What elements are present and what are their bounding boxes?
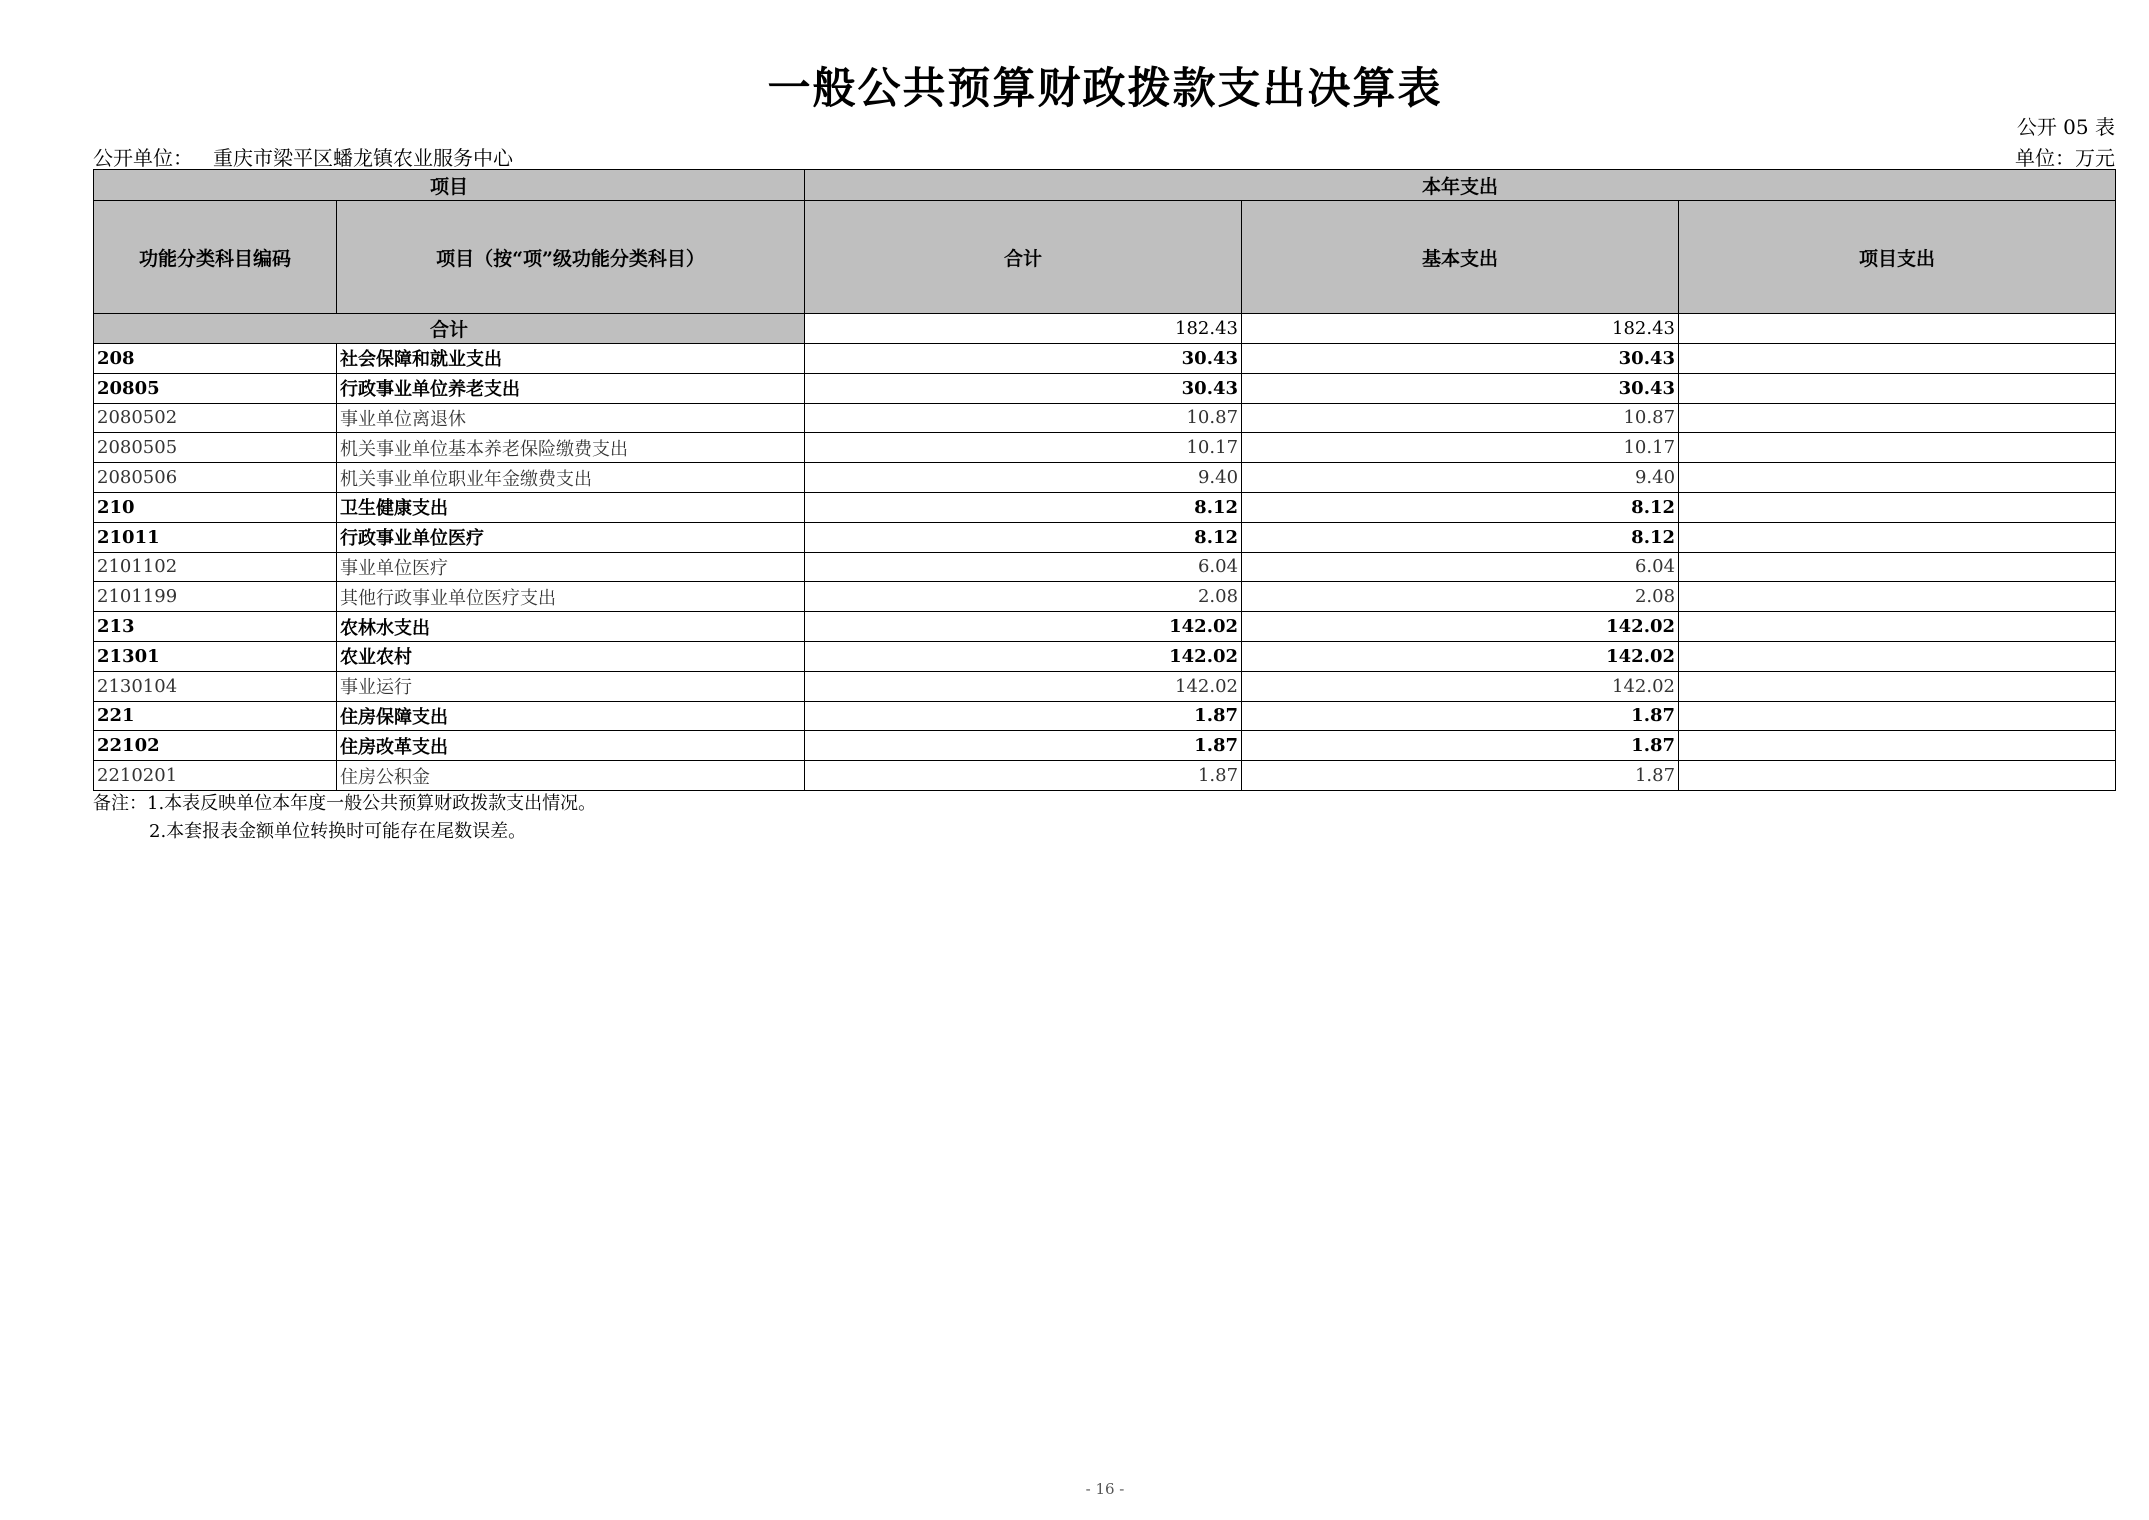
table-row: [94, 731, 2116, 761]
row-total: 9.40: [805, 463, 1242, 493]
row-code: 208: [94, 344, 337, 374]
reporting-unit: [93, 142, 513, 171]
row-total: 142.02: [805, 612, 1242, 642]
row-code: 2130104: [94, 671, 337, 701]
table-row: [94, 344, 2116, 374]
row-name: 社会保障和就业支出: [337, 344, 805, 374]
row-code: 2080505: [94, 433, 337, 463]
row-project: [1679, 671, 2116, 701]
table-row: [94, 522, 2116, 552]
header-basic: 基本支出: [1242, 201, 1679, 314]
notes: [93, 790, 596, 846]
row-basic: 1.87: [1242, 731, 1679, 761]
row-basic: 9.40: [1242, 463, 1679, 493]
row-name: 住房保障支出: [337, 701, 805, 731]
row-project: [1679, 761, 2116, 791]
row-total: 142.02: [805, 671, 1242, 701]
row-project: [1679, 641, 2116, 671]
row-name: 住房改革支出: [337, 731, 805, 761]
row-project: [1679, 731, 2116, 761]
row-project: [1679, 552, 2116, 582]
header-item: 项目: [94, 170, 805, 201]
row-code: 21011: [94, 522, 337, 552]
row-project: [1679, 492, 2116, 522]
table-row: [94, 761, 2116, 791]
row-name: 住房公积金: [337, 761, 805, 791]
row-name: 行政事业单位养老支出: [337, 373, 805, 403]
table-row: [94, 403, 2116, 433]
total-project: [1679, 314, 2116, 344]
table-row: [94, 641, 2116, 671]
row-total: 2.08: [805, 582, 1242, 612]
total-row: [94, 314, 2116, 344]
row-basic: 6.04: [1242, 552, 1679, 582]
row-basic: 142.02: [1242, 671, 1679, 701]
row-name: 事业单位离退休: [337, 403, 805, 433]
row-basic: 1.87: [1242, 701, 1679, 731]
row-basic: 10.87: [1242, 403, 1679, 433]
row-total: 6.04: [805, 552, 1242, 582]
row-project: [1679, 344, 2116, 374]
row-name: 事业单位医疗: [337, 552, 805, 582]
table-row: [94, 373, 2116, 403]
total-basic: 182.43: [1242, 314, 1679, 344]
row-basic: 8.12: [1242, 522, 1679, 552]
row-basic: 10.17: [1242, 433, 1679, 463]
reporting-unit-name: 重庆市梁平区蟠龙镇农业服务中心: [213, 146, 513, 170]
table-row: [94, 463, 2116, 493]
row-total: 30.43: [805, 344, 1242, 374]
row-project: [1679, 373, 2116, 403]
row-total: 8.12: [805, 492, 1242, 522]
row-basic: 30.43: [1242, 373, 1679, 403]
row-basic: 142.02: [1242, 612, 1679, 642]
row-code: 2101102: [94, 552, 337, 582]
row-project: [1679, 463, 2116, 493]
row-name: 机关事业单位职业年金缴费支出: [337, 463, 805, 493]
row-code: 221: [94, 701, 337, 731]
row-basic: 2.08: [1242, 582, 1679, 612]
table-row: [94, 612, 2116, 642]
row-code: 22102: [94, 731, 337, 761]
row-basic: 1.87: [1242, 761, 1679, 791]
table-row: [94, 433, 2116, 463]
header-row-1: [94, 170, 2116, 201]
table-row: [94, 492, 2116, 522]
row-total: 1.87: [805, 761, 1242, 791]
row-code: 20805: [94, 373, 337, 403]
row-name: 农业农村: [337, 641, 805, 671]
row-code: 2210201: [94, 761, 337, 791]
page-number: - 16 -: [1085, 1480, 1125, 1498]
header-current-year: 本年支出: [805, 170, 2116, 201]
header-name: 项目（按“项”级功能分类科目）: [337, 201, 805, 314]
row-code: 213: [94, 612, 337, 642]
currency-unit: 单位：万元: [2015, 146, 2115, 170]
table-row: [94, 671, 2116, 701]
note-2: 2.本套报表金额单位转换时可能存在尾数误差。: [149, 821, 527, 842]
row-project: [1679, 522, 2116, 552]
total-label: 合计: [94, 314, 805, 344]
row-total: 8.12: [805, 522, 1242, 552]
header-code: 功能分类科目编码: [94, 201, 337, 314]
row-total: 1.87: [805, 701, 1242, 731]
row-code: 210: [94, 492, 337, 522]
row-name: 农林水支出: [337, 612, 805, 642]
row-project: [1679, 701, 2116, 731]
reporting-unit-label: 公开单位：: [93, 146, 193, 170]
row-code: 2080506: [94, 463, 337, 493]
row-basic: 8.12: [1242, 492, 1679, 522]
row-total: 1.87: [805, 731, 1242, 761]
row-name: 行政事业单位医疗: [337, 522, 805, 552]
row-basic: 30.43: [1242, 344, 1679, 374]
header-row-2: [94, 201, 2116, 314]
row-total: 142.02: [805, 641, 1242, 671]
row-basic: 142.02: [1242, 641, 1679, 671]
row-project: [1679, 582, 2116, 612]
document-title: 一般公共预算财政拨款支出决算表: [767, 64, 1443, 114]
row-name: 事业运行: [337, 671, 805, 701]
header-project: 项目支出: [1679, 201, 2116, 314]
table-row: [94, 552, 2116, 582]
row-name: 其他行政事业单位医疗支出: [337, 582, 805, 612]
row-name: 机关事业单位基本养老保险缴费支出: [337, 433, 805, 463]
row-code: 2080502: [94, 403, 337, 433]
row-project: [1679, 433, 2116, 463]
row-total: 10.17: [805, 433, 1242, 463]
note-1: 备注：1.本表反映单位本年度一般公共预算财政拨款支出情况。: [93, 793, 597, 814]
table-row: [94, 582, 2116, 612]
total-amount: 182.43: [805, 314, 1242, 344]
row-total: 10.87: [805, 403, 1242, 433]
form-number: 公开 05 表: [2016, 115, 2115, 139]
expenditure-table: [93, 169, 2116, 791]
row-code: 21301: [94, 641, 337, 671]
table-row: [94, 701, 2116, 731]
row-code: 2101199: [94, 582, 337, 612]
row-project: [1679, 612, 2116, 642]
row-total: 30.43: [805, 373, 1242, 403]
row-name: 卫生健康支出: [337, 492, 805, 522]
header-total: 合计: [805, 201, 1242, 314]
row-project: [1679, 403, 2116, 433]
